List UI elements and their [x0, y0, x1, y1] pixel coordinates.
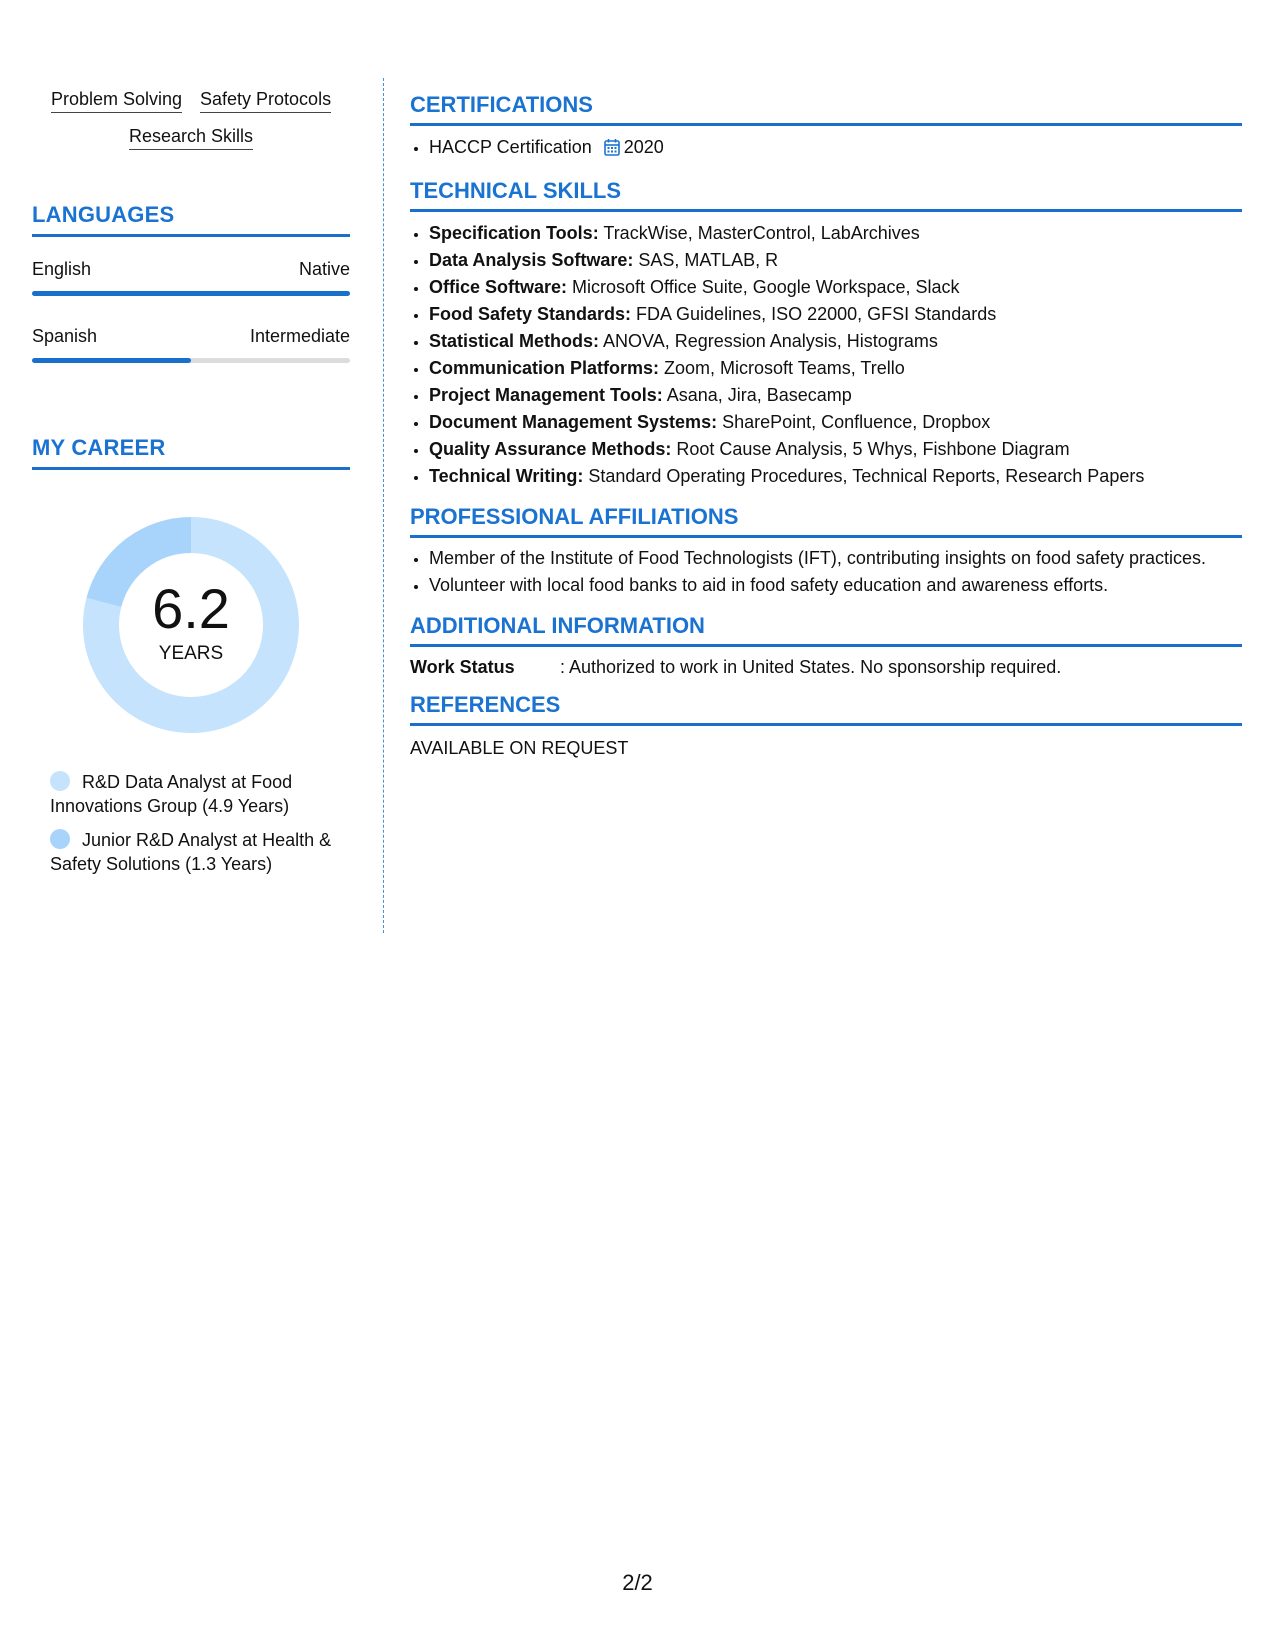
section-title: TECHNICAL SKILLS — [410, 178, 1242, 212]
tech-skill-label: Specification Tools: — [429, 223, 599, 243]
section-title: PROFESSIONAL AFFILIATIONS — [410, 504, 1242, 538]
certification-name: HACCP Certification — [429, 137, 592, 157]
tech-skill-item — [429, 463, 1242, 490]
tech-skill-value: Zoom, Microsoft Teams, Trello — [659, 358, 905, 378]
legend-dot — [50, 829, 70, 849]
tech-skill-item — [429, 409, 1242, 436]
legend-item — [50, 770, 335, 818]
affiliation-item: • Member of the Institute of Food Technologists (IFT), contributing insights on food safety practices. — [429, 546, 1242, 570]
tech-skill-value: SAS, MATLAB, R — [633, 250, 779, 270]
career-unit: YEARS — [158, 643, 224, 664]
calendar-icon — [604, 137, 620, 164]
tech-skill-item — [429, 382, 1242, 409]
skill-tags — [32, 78, 350, 150]
work-status-value: : Authorized to work in United States. No sponsorship required. — [560, 657, 1062, 677]
references-text: AVAILABLE ON REQUEST — [410, 738, 629, 758]
tech-skill-value: ANOVA, Regression Analysis, Histograms — [599, 331, 938, 351]
tech-skill-item — [429, 328, 1242, 355]
tech-skill-item — [429, 355, 1242, 382]
legend-item — [50, 828, 335, 876]
tech-skill-item — [429, 301, 1242, 328]
legend-label: R&D Data Analyst at Food Innovations Group (4.9 Years) — [50, 772, 293, 816]
career-donut-chart — [76, 510, 306, 740]
tech-skill-label: Technical Writing: — [429, 466, 584, 486]
tech-skill-value: Root Cause Analysis, 5 Whys, Fishbone Diagram — [671, 439, 1070, 459]
tech-skill-value: SharePoint, Confluence, Dropbox — [717, 412, 991, 432]
legend-label: Junior R&D Analyst at Health & Safety Solutions (1.3 Years) — [50, 830, 332, 874]
work-status-row — [410, 657, 1242, 678]
career-total: 6.2 — [152, 577, 230, 640]
technical-skills-section — [410, 178, 1242, 490]
language-item — [32, 259, 350, 296]
certification-item — [429, 134, 1242, 164]
section-title: LANGUAGES — [32, 202, 350, 237]
tech-skill-value: Standard Operating Procedures, Technical Reports, Research Papers — [583, 466, 1145, 486]
tech-skill-item — [429, 274, 1242, 301]
left-column — [32, 78, 350, 886]
skill-tag: Research Skills — [129, 125, 253, 150]
language-name: Spanish — [32, 326, 98, 346]
languages-section — [32, 202, 350, 363]
skill-tag: Safety Protocols — [200, 88, 331, 113]
section-title: MY CAREER — [32, 435, 350, 470]
section-title: CERTIFICATIONS — [410, 92, 1242, 126]
certifications-section — [410, 92, 1242, 164]
tech-skill-label: Data Analysis Software: — [429, 250, 634, 270]
tech-skill-item — [429, 247, 1242, 274]
language-level: Native — [298, 259, 350, 279]
tech-skill-label: Statistical Methods: — [429, 331, 600, 351]
tech-skill-value: Asana, Jira, Basecamp — [662, 385, 852, 405]
skill-tag: Problem Solving — [51, 88, 182, 113]
career-section — [32, 435, 350, 876]
language-bar — [32, 358, 350, 363]
tech-skill-value: TrackWise, MasterControl, LabArchives — [598, 223, 920, 243]
work-status-label: Work Status — [410, 657, 515, 677]
career-legend — [32, 770, 350, 876]
language-level: Intermediate — [249, 326, 350, 346]
tech-skill-label: Quality Assurance Methods: — [429, 439, 672, 459]
tech-skill-label: Communication Platforms: — [429, 358, 660, 378]
affiliations-section — [410, 504, 1242, 599]
tech-skill-value: Microsoft Office Suite, Google Workspace, Slack — [567, 277, 960, 297]
language-item — [32, 326, 350, 363]
tech-skill-item — [429, 436, 1242, 463]
tech-skill-label: Document Management Systems: — [429, 412, 718, 432]
tech-skill-label: Project Management Tools: — [429, 385, 663, 405]
section-title: REFERENCES — [410, 692, 1242, 726]
page-number: 2/2 — [622, 1570, 653, 1595]
legend-dot — [50, 771, 70, 791]
tech-skill-label: Office Software: — [429, 277, 568, 297]
additional-info-section — [410, 613, 1242, 678]
affiliation-item: • Volunteer with local food banks to aid in food safety education and awareness efforts. — [429, 572, 1242, 599]
right-column — [410, 92, 1242, 773]
language-bar-fill — [32, 291, 350, 296]
column-divider — [383, 78, 384, 933]
certification-year: 2020 — [623, 137, 664, 157]
tech-skill-label: Food Safety Standards: — [429, 304, 632, 324]
references-section — [410, 692, 1242, 759]
language-bar-fill — [32, 358, 191, 363]
language-bar — [32, 291, 350, 296]
section-title: ADDITIONAL INFORMATION — [410, 613, 1242, 647]
tech-skill-value: FDA Guidelines, ISO 22000, GFSI Standards — [631, 304, 997, 324]
tech-skill-item — [429, 220, 1242, 247]
language-name: English — [32, 259, 92, 279]
